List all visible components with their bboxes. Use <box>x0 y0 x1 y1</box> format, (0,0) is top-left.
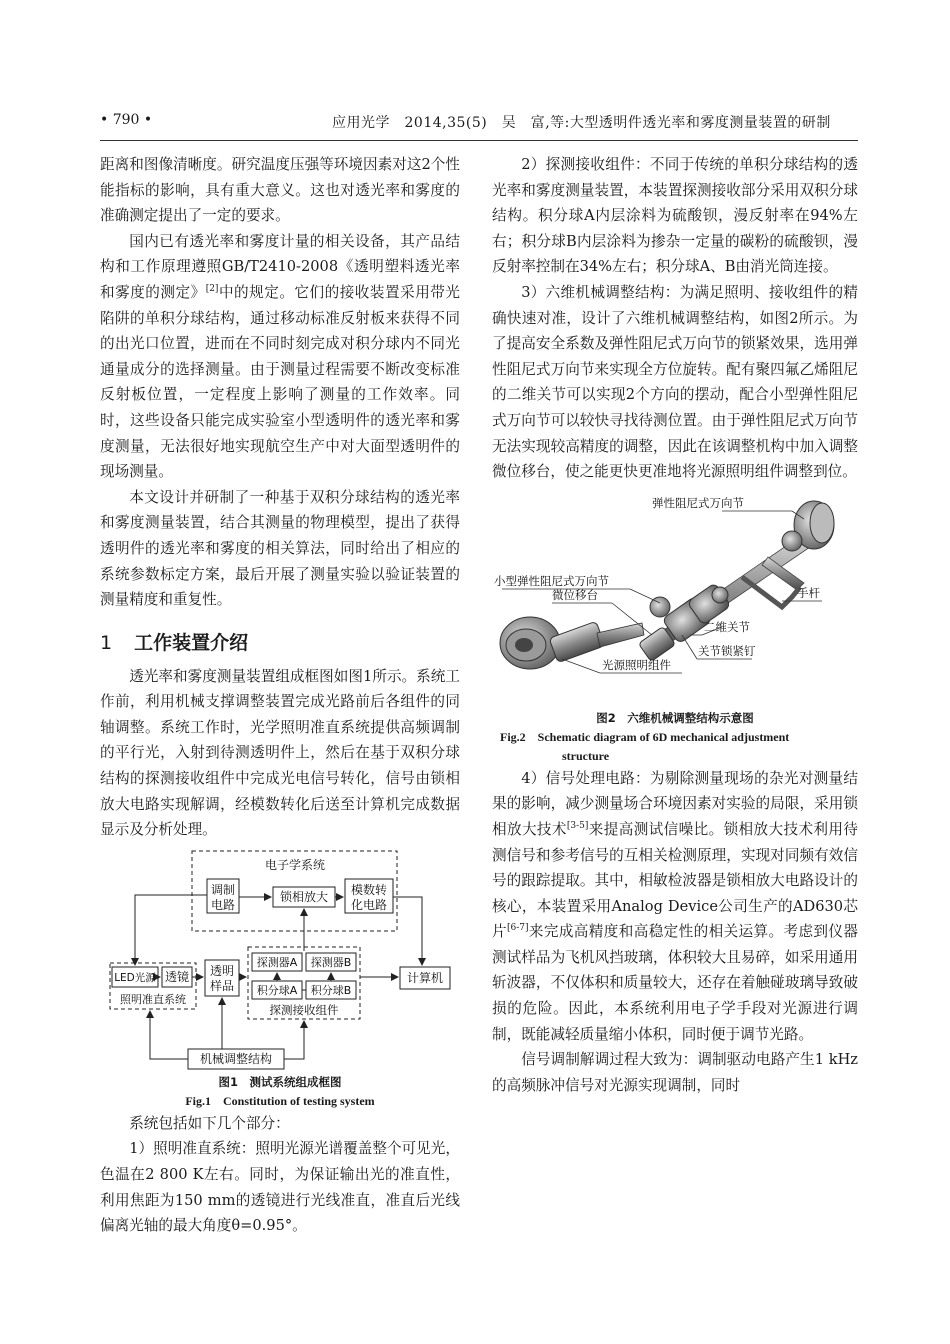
paragraph <box>100 229 460 485</box>
sample-label-2: 样品 <box>209 978 235 993</box>
paragraph: 透光率和雾度测量装置组成框图如图1所示。系统工作前，利用机械支撑调整装置完成光路前后各组件的同轴调整。系统工作时，光学照明准直系统提供高频调制的平行光，入射到待测透明件上，然后在基于双积分球结构的探测接收组件中完成光电信号转化，信号由锁相放大电路实现解调，经模数转化后送至计算机完成数据显示及分析处理。 <box>100 667 460 839</box>
figure-2-caption-en-cont: structure <box>562 748 610 763</box>
citation: [2] <box>205 284 219 295</box>
universal-joint-shape <box>782 501 834 551</box>
text-run: 来提高测试信噪比。锁相放大技术利用待测信号和参考信号的互相关检测原理，实现对同频有效信号的跟踪提取。其中，相敏检波器是锁相放大电路设计的核心，本装置采用Analog Device公司生产的AD630芯片 <box>492 820 858 941</box>
label-handle: 手杆 <box>797 585 820 600</box>
sphere-a-label: 积分球A <box>256 983 298 997</box>
header-rule <box>100 140 858 141</box>
paragraph <box>492 766 858 1048</box>
mech-label: 机械调整结构 <box>199 1051 273 1066</box>
lockin-label: 锁相放大 <box>279 889 329 904</box>
label-micro-stage: 微位移台 <box>552 587 598 602</box>
electronics-label: 电子学系统 <box>264 857 326 872</box>
detector-b-label: 探测器B <box>310 955 352 969</box>
paragraph: 1）照明准直系统：照明光源光谱覆盖整个可见光，色温在2 800 K左右。同时，为保证输出光的准直性，利用焦距为150 mm的透镜进行光线准直，准直后光线偏离光轴的最大角度θ=0.95°。 <box>100 1140 460 1235</box>
illumination-label: 照明准直系统 <box>120 992 186 1006</box>
adc-label-2: 化电路 <box>350 897 388 912</box>
adc-label: 模数转 <box>350 882 388 897</box>
label-small-universal-joint: 小型弹性阻尼式万向节 <box>494 573 609 588</box>
lens-label: 透镜 <box>164 969 190 984</box>
receiver-label: 探测接收组件 <box>269 1002 339 1017</box>
figure-1-caption-cn: 图1 测试系统组成框图 <box>218 1074 342 1089</box>
section-title: 工作装置介绍 <box>134 631 249 654</box>
paragraph: 系统包括如下几个部分： <box>129 1114 290 1132</box>
figure-2-caption-cn: 图2 六维机械调整结构示意图 <box>596 710 754 725</box>
figure-2-caption-en: Fig.2 Schematic diagram of 6D mechanical adjustment <box>500 729 790 744</box>
led-label: LED光源 <box>114 971 156 984</box>
block-diagram <box>100 849 460 1077</box>
computer-label: 计算机 <box>406 970 444 985</box>
figure-1-caption-en: Fig.1 Constitution of testing system <box>185 1093 375 1108</box>
label-2d-joint: 二维关节 <box>704 619 750 634</box>
section-number: 1 <box>100 631 113 654</box>
figure-2 <box>492 495 858 703</box>
text-run: 中的规定。它们的接收装置采用带光陷阱的单积分球结构，通过移动标准反射板来获得不同的出光口位置，进而在不同时刻完成对积分球内不同光通量成分的选择测量。由于测量过程需要不断改变标准反射板位置，一定程度上影响了测量的工作效率。同时，这些设备只能完成实验室小型透明件的透光率和雾度测量，无法很好地实现航空生产中对大面型透明件的现场测量。 <box>100 283 460 481</box>
mechanism-illustration <box>492 495 858 703</box>
paragraph: 2）探测接收组件：不同于传统的单积分球结构的透光率和雾度测量装置，本装置探测接收部分采用双积分球结构。积分球A内层涂料为硫酸钡，漫反射率在94%左右；积分球B内层涂料为掺杂一定量的碳粉的硫酸钡，漫反射率控制在34%左右；积分球A、B由消光筒连接。 <box>492 156 858 276</box>
text-run: 4）信号处理电路：为剔除测量现场的杂光对测量结果的影响，减少测量场合环境因素对实验的局限，采用锁相放大技术 <box>492 769 858 838</box>
sample-label: 透明 <box>209 963 235 978</box>
paragraph: 距离和图像清晰度。研究温度压强等环境因素对这2个性能指标的影响，具有重大意义。这也对透光率和雾度的准确测定提出了一定的要求。 <box>100 156 460 225</box>
paragraph: 信号调制解调过程大致为：调制驱动电路产生1 kHz的高频脉冲信号对光源实现调制，同时 <box>492 1051 858 1094</box>
left-column <box>100 152 460 1239</box>
paragraph: 本文设计并研制了一种基于双积分球结构的透光率和雾度测量装置，结合其测量的物理模型，提出了获得透明件的透光率和雾度的相关算法，同时给出了相应的系统参数标定方案，最后开展了测量实验以验证装置的测量精度和重复性。 <box>100 488 460 609</box>
running-header <box>100 112 858 134</box>
label-joint-lock: 关节锁紧钉 <box>698 643 756 658</box>
section-heading <box>100 626 460 660</box>
text-run: 来完成高精度和高稳定性的相关运算。考虑到仪器测试样品为飞机风挡玻璃，体积较大且易碎，如采用通用斩波器，不仅体积和质量较大，还存在着触碰玻璃导致破损的危险。因此，本系统利用电子学手段对光源进行调制，既能减轻质量缩小体积，同时便于调节光路。 <box>492 923 858 1043</box>
text-run: 国内已有透光率和雾度计量的相关设备，其产品结构和工作原理遵照GB/T2410-2008《透明塑料透光率和雾度的测定》 <box>100 232 460 301</box>
right-column <box>492 152 858 1098</box>
citation: [6-7] <box>506 923 529 934</box>
figure-1 <box>100 843 460 1071</box>
page-number: • 790 • <box>100 112 153 128</box>
sphere-b-label: 积分球B <box>310 983 352 997</box>
label-universal-joint: 弹性阻尼式万向节 <box>652 495 744 510</box>
modulation-label: 调制 <box>210 882 236 897</box>
running-title: 应用光学 2014,35(5) 吴 富,等:大型透明件透光率和雾度测量装置的研制 <box>332 115 831 131</box>
citation: [3-5] <box>566 821 589 832</box>
paragraph: 3）六维机械调整结构：为满足照明、接收组件的精确快速对准，设计了六维机械调整结构，如图2所示。为了提高安全系数及弹性阻尼式万向节的锁紧效果，选用弹性阻尼式万向节来实现全方位旋转。配有聚四氟乙烯阻尼的二维关节可以实现2个方向的摆动，配合小型弹性阻尼式万向节可以较快寻找待测位置。由于弹性阻尼式万向节无法实现较高精度的调整，因此在该调整机构中加入调整微位移台，使之能更快更准地将光源照明组件调整到位。 <box>492 283 858 481</box>
detector-a-label: 探测器A <box>256 955 298 969</box>
modulation-label-2: 电路 <box>210 897 236 912</box>
label-light-source: 光源照明组件 <box>602 657 671 672</box>
